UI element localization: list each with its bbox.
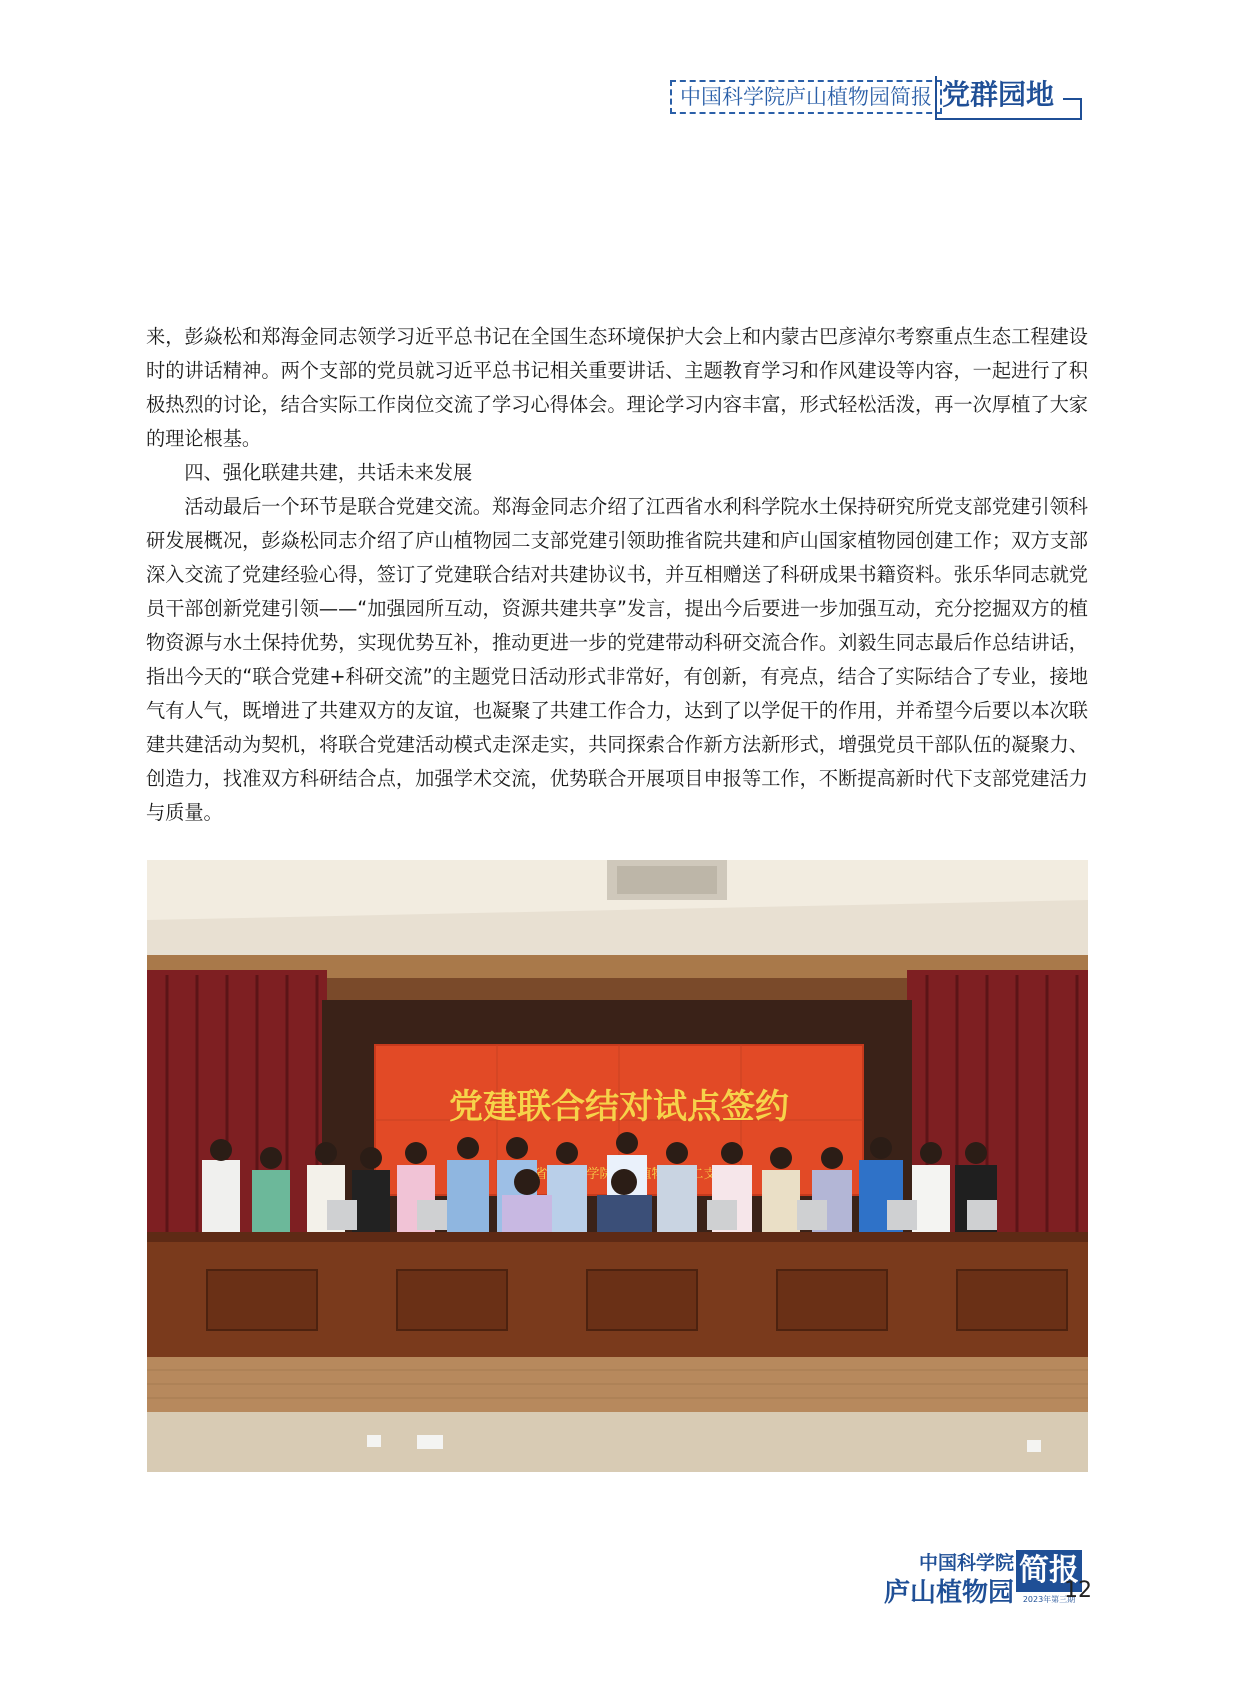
page-number: 12 [1064, 1578, 1092, 1603]
page-footer [840, 1548, 1100, 1618]
screen-title: 党建联合结对试点签约 [449, 1087, 789, 1127]
article-body [146, 320, 1088, 830]
ceremony-photo [147, 860, 1088, 1472]
header-underline-end [1080, 98, 1082, 120]
paragraph-continuation: 来，彭焱松和郑海金同志领学习近平总书记在全国生态环境保护大会上和内蒙古巴彦淖尔考察重点生态工程建设时的讲话精神。两个支部的党员就习近平总书记相关重要讲话、主题教育学习和作风建设等内容，一起进行了积极热烈的讨论，结合实际工作岗位交流了学习心得体会。理论学习内容丰富，形式轻松活泼，再一次厚植了大家的理论根基。 [146, 325, 1088, 450]
section-heading: 四、强化联建共建，共话未来发展 [184, 461, 473, 484]
section-title: 党群园地 [942, 78, 1055, 111]
header-underline [936, 118, 1082, 120]
footer-issue: 2023年第三期 [1022, 1595, 1076, 1604]
ceremony-photo-drawing [147, 860, 1088, 1472]
journal-name: 中国科学院庐山植物园简报 [670, 80, 942, 114]
footer-journal-badge: 简报 [1016, 1550, 1082, 1592]
header-underline-cap [1063, 98, 1081, 100]
page-header [670, 76, 1090, 122]
paragraph-exchange: 活动最后一个环节是联合党建交流。郑海金同志介绍了江西省水利科学院水土保持研究所党支部党建引领科研发展概况，彭焱松同志介绍了庐山植物园二支部党建引领助推省院共建和庐山国家植物园创建工作；双方支部深入交流了党建经验心得，签订了党建联合结对共建协议书，并互相赠送了科研成果书籍资料。张乐华同志就党员干部创新党建引领——“加强园所互动，资源共建共享”发言，提出今后要进一步加强互动，充分挖掘双方的植物资源与水土保持优势，实现优势互补，推动更进一步的党建带动科研交流合作。刘毅生同志最后作总结讲话，指出今天的“联合党建+科研交流”的主题党日活动形式非常好，有创新，有亮点，结合了实际结合了专业，接地气有人气，既增进了共建双方的友谊，也凝聚了共建工作合力，达到了以学促干的作用，并希望今后要以本次联建共建活动为契机，将联合党建活动模式走深走实，共同探索合作新方法新形式，增强党员干部队伍的凝聚力、创造力，找准双方科研结合点，加强学术交流，优势联合开展项目申报等工作，不断提高新时代下支部党建活力与质量。 [146, 495, 1088, 824]
footer-garden-name: 庐山植物园 [883, 1578, 1014, 1608]
footer-org: 中国科学院 [918, 1552, 1014, 1574]
header-divider [935, 76, 937, 120]
